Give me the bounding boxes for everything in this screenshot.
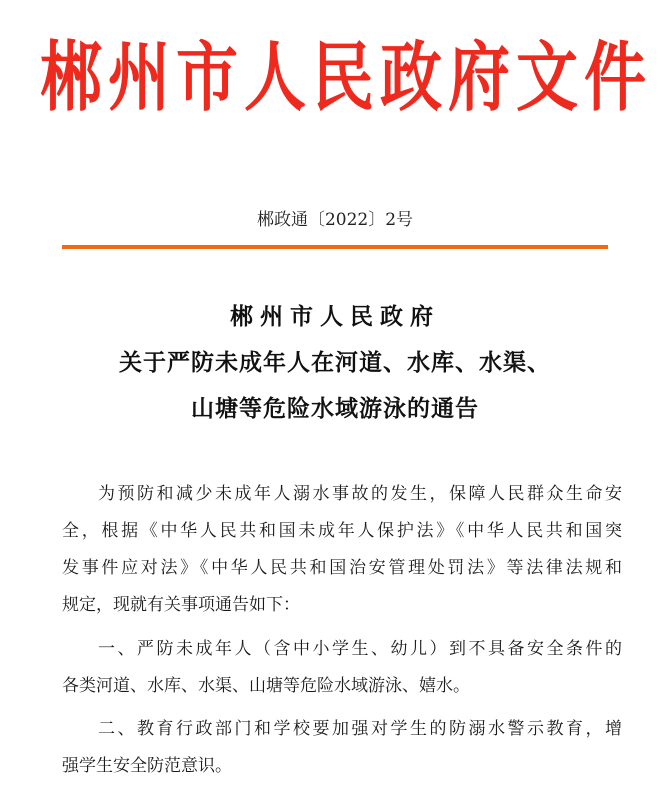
- body-line: 二、教育行政部门和学校要加强对学生的防溺水警示教育，增: [98, 719, 622, 739]
- body-line: 全，根据《中华人民共和国未成年人保护法》《中华人民共和国突: [62, 521, 622, 541]
- heading-subject-line-1: 关于严防未成年人在河道、水库、水渠、: [119, 349, 551, 376]
- red-divider-rule: [62, 245, 608, 249]
- body-line: 为预防和减少未成年人溺水事故的发生，保障人民群众生命安: [98, 484, 622, 504]
- body-line: 一、严防未成年人（含中小学生、幼儿）到不具备安全条件的: [98, 639, 622, 659]
- heading-issuer: 郴州市人民政府: [230, 303, 440, 330]
- heading-subject-line-2: 山塘等危险水域游泳的通告: [191, 395, 479, 422]
- body-line: 规定，现就有关事项通告如下：: [62, 595, 300, 615]
- document-number: 郴政通〔2022〕2号: [256, 210, 414, 230]
- body-line: 强学生安全防范意识。: [62, 756, 232, 776]
- masthead-title: 郴州市人民政府文件: [40, 32, 653, 122]
- body-line: 各类河道、水库、水渠、山塘等危险水域游泳、嬉水。: [62, 676, 470, 696]
- body-line: 发事件应对法》《中华人民共和国治安管理处罚法》等法律法规和: [62, 558, 622, 578]
